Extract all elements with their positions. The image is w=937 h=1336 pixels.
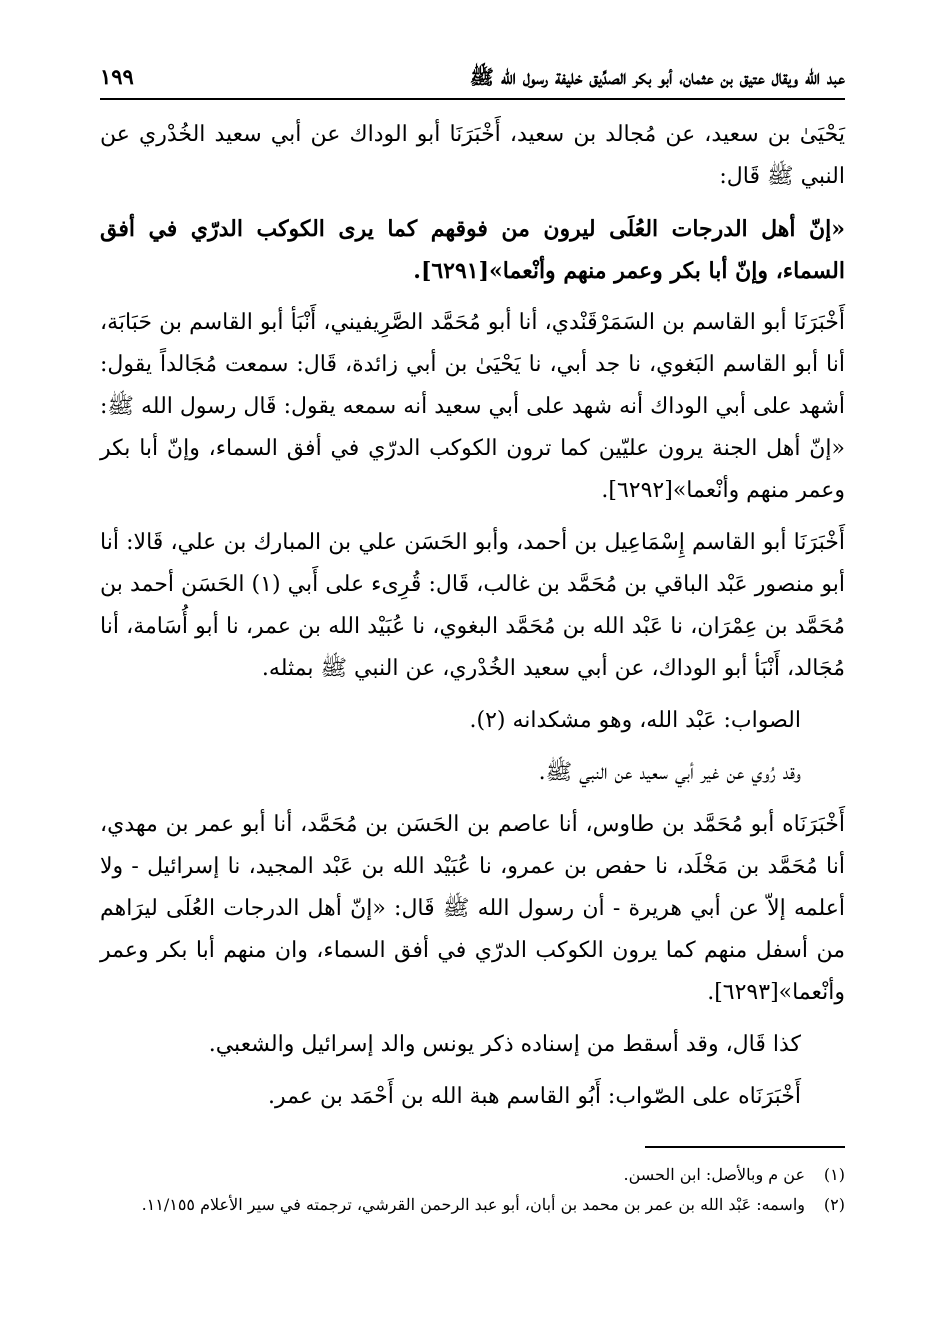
footnotes xyxy=(100,1146,845,1220)
paragraph-2: أَخْبَرَنَا أبو القاسم بن السَمَرْقَنْدي، أنا أبو مُحَمَّد الصَّرِيفيني، أَنْبَأ أبو القاسم بن حَبَابَة، أنا أبو القاسم البَغوي، نا جد أبي، نا يَحْيَىٰ بن أبي زائدة، قَال: سمعت مُجَالداً يقول: أشهد على أبي الوداك أنه شهد على أبي سعيد أنه سمعه يقول: قَال رسول الله ﷺ: «إنّ أهل الجنة يرون عليّين كما ترون الكوكب الدرّي في أفق السماء، وإنّ أبا بكر وعمر منهم وأنْعما»[٦٢٩٢]. xyxy=(100,310,845,503)
paragraph-narration-note: وقد رُوي عن غير أبي سعيد عن النبي ﷺ. xyxy=(538,760,801,785)
page-header xyxy=(100,62,845,100)
footnote-2 xyxy=(100,1190,845,1220)
document-page xyxy=(100,62,845,1220)
paragraph-correction: الصواب: عَبْد الله، وهو مشكدانه (٢). xyxy=(469,708,801,733)
footnote-number: (١) xyxy=(823,1165,845,1184)
footnote-1 xyxy=(100,1160,845,1190)
footnote-text: واسمه: عَبْد الله بن عمر بن محمد بن أبان، أبو عبد الرحمن القرشي، ترجمته في سير الأعلام ١١/١٥٥. xyxy=(141,1195,805,1214)
page-number: ١٩٩ xyxy=(100,64,134,89)
footnote-text: عن م وبالأصل: ابن الحسن. xyxy=(623,1165,805,1184)
running-title: عبد الله ويقال عتيق بن عثمان، أبو بكر الصدِّيق خليفة رسول الله ﷺ xyxy=(469,65,845,89)
footnote-divider xyxy=(645,1146,845,1148)
paragraph-omission-note: كذا قَال، وقد أسقط من إسناده ذكر يونس والد إسرائيل والشعبي. xyxy=(208,1032,801,1057)
paragraph-4: أَخْبَرَنَاه أبو مُحَمَّد بن طاوس، أنا عاصم بن الحَسَن بن مُحَمَّد، أنا أبو عمر بن مهدي، أنا مُحَمَّد بن مَخْلَد، نا حفص بن عمرو، نا عُبَيْد الله بن عَبْد المجيد، نا إسرائيل - ولا أعلمه إلاّ عن أبي هريرة - أن رسول الله ﷺ قَال: «إنّ أهل الدرجات العُلَى ليرَاهم من أسفل منهم كما يرون الكوكب الدرّي في أفق السماء، وان منهم أبا بكر وعمر وأنْعما»[٦٢٩٣]. xyxy=(100,812,845,1005)
paragraph-3: أَخْبَرَنَا أبو القاسم إِسْمَاعِيل بن أحمد، وأبو الحَسَن علي بن المبارك بن علي، قَالا: أنا أبو منصور عَبْد الباقي بن مُحَمَّد بن غالب، قَال: قُرِىء على أَبي (١) الحَسَن أحمد بن مُحَمَّد بن عِمْرَان، نا عَبْد الله بن مُحَمَّد البغوي، نا عُبَيْد الله بن عمر، نا أبو أُسَامة، أنا مُجَالد، أَنْبَأ أبو الوداك، عن أبي سعيد الخُدْري، عن النبي ﷺ بمثله. xyxy=(100,530,845,681)
paragraph-5: أَخْبَرَنَاه على الصّواب: أَبُو القاسم هبة الله بن أَحْمَد بن عمر. xyxy=(268,1084,801,1109)
hadith-text-1: «إنّ أهل الدرجات العُلَى ليرون من فوقهم كما يرى الكوكب الدرّي في أفق السماء، وإنّ أبا بكر وعمر منهم وأنْعما»[٦٢٩١]. xyxy=(100,216,845,284)
footnote-number: (٢) xyxy=(823,1195,845,1214)
paragraph-1: يَحْيَىٰ بن سعيد، عن مُجالد بن سعيد، أَخْبَرَنَا أبو الوداك عن أبي سعيد الخُدْري عن النبي ﷺ قَال: xyxy=(100,122,845,189)
